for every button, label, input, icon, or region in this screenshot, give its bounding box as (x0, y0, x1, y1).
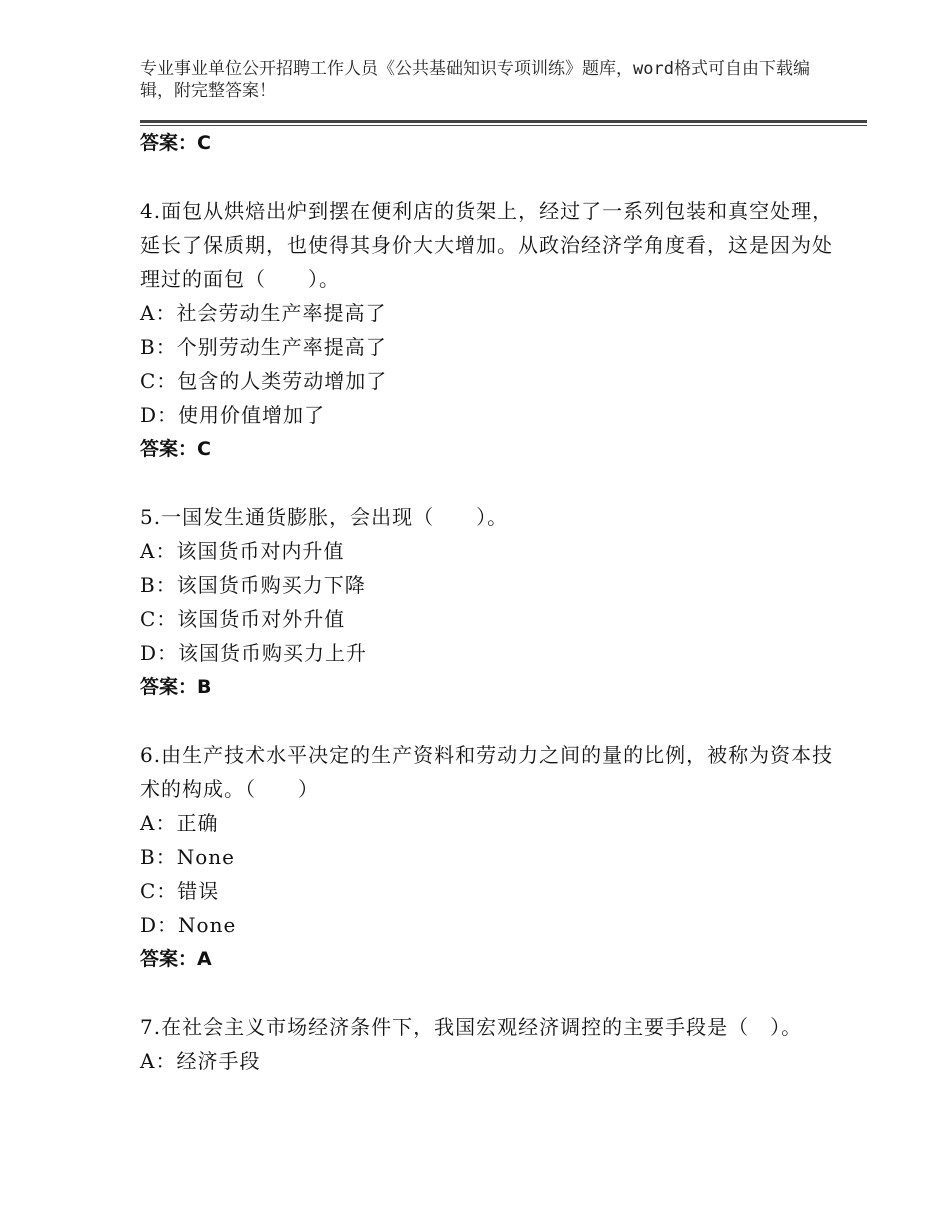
question-stem: 6.由生产技术水平决定的生产资料和劳动力之间的量的比例，被称为资本技术的构成。（ ） (140, 743, 834, 801)
question-stem: 4.面包从烘焙出炉到摆在便利店的货架上，经过了一系列包装和真空处理，延长了保质期，也使得其身价大大增加。从政治经济学角度看，这是因为处理过的面包（ ）。 (140, 199, 834, 291)
option-d: D：None (140, 913, 237, 937)
question-stem: 7.在社会主义市场经济条件下，我国宏观经济调控的主要手段是（ ）。 (140, 1015, 803, 1039)
answer-line: 答案：C (140, 438, 211, 460)
option-a: A：该国货币对内升值 (140, 539, 345, 563)
question-6 (140, 738, 840, 976)
option-c: C：包含的人类劳动增加了 (140, 369, 388, 393)
option-b: B：该国货币购买力下降 (140, 573, 366, 597)
option-c: C：该国货币对外升值 (140, 607, 346, 631)
option-c: C：错误 (140, 879, 220, 903)
option-a: A：经济手段 (140, 1049, 261, 1073)
answer-line: 答案：B (140, 676, 212, 698)
answer-line: 答案：C (140, 132, 211, 154)
header-divider-thick (140, 120, 867, 123)
option-a: A：正确 (140, 811, 219, 835)
question-list (140, 126, 840, 1078)
page-header: 专业事业单位公开招聘工作人员《公共基础知识专项训练》题库，word格式可自由下载编辑，附完整答案！ (140, 59, 810, 101)
option-d: D：使用价值增加了 (140, 403, 326, 427)
option-b: B：个别劳动生产率提高了 (140, 335, 387, 359)
question-4 (140, 194, 840, 466)
answer-line: 答案：A (140, 948, 212, 970)
question-5 (140, 500, 840, 704)
option-a: A：社会劳动生产率提高了 (140, 301, 387, 325)
question-stem: 5.一国发生通货膨胀，会出现（ ）。 (140, 505, 509, 529)
option-b: B：None (140, 845, 235, 869)
option-d: D：该国货币购买力上升 (140, 641, 368, 665)
question-7 (140, 1010, 840, 1078)
